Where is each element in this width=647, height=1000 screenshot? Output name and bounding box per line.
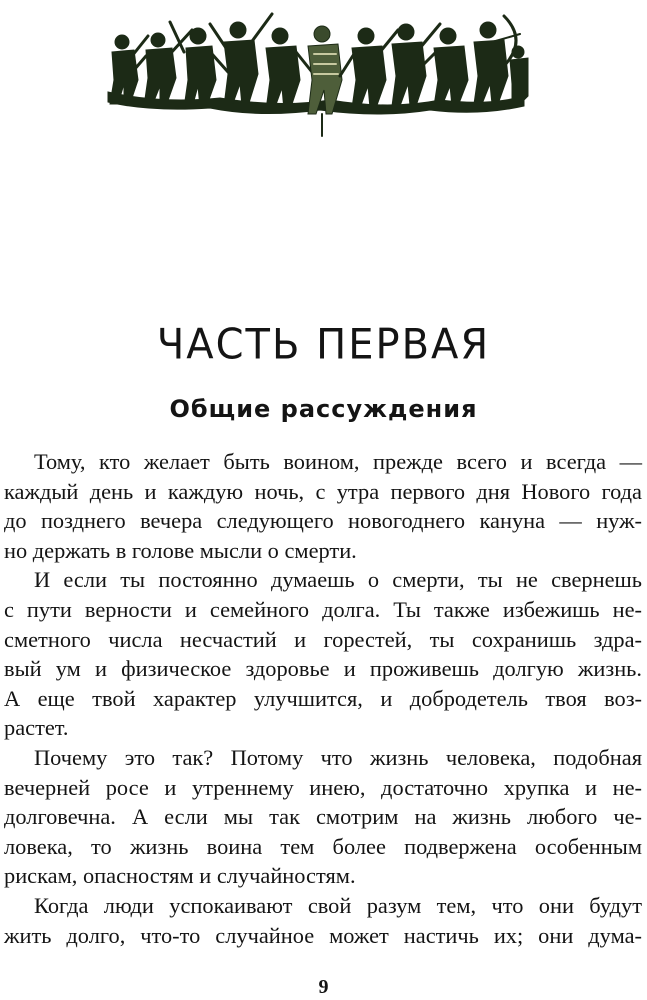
text-line: долговечна. А если мы так смотрим на жизнь любого че- bbox=[4, 804, 642, 830]
section-title: Общие рассуждения bbox=[169, 395, 478, 423]
text-line: вечерней росе и утреннему инею, достаточно хрупка и не- bbox=[4, 774, 642, 800]
text-line: до позднего вечера следующего новогоднего кануна — нуж- bbox=[4, 508, 642, 534]
body-text bbox=[4, 447, 642, 950]
text-line: но держать в голове мысли о смерти. bbox=[4, 537, 357, 563]
chapter-title: ЧАСТЬ ПЕРВАЯ bbox=[156, 320, 491, 370]
text-line: жить долго, что-то случайное может настичь их; они дума- bbox=[4, 922, 642, 948]
text-line: каждый день и каждую ночь, с утра первого дня Нового года bbox=[4, 478, 642, 504]
text-line: Почему это так? Потому что жизнь человека, подобная bbox=[34, 744, 642, 770]
paragraph bbox=[4, 743, 642, 891]
text-line: сметного числа несчастий и горестей, ты сохранишь здра- bbox=[4, 626, 642, 652]
text-line: Тому, кто желает быть воином, прежде всего и всегда — bbox=[34, 449, 642, 474]
paragraph bbox=[4, 891, 642, 950]
paragraph bbox=[4, 565, 642, 743]
page-number: 9 bbox=[318, 976, 329, 998]
text-line: с пути верности и семейного долга. Ты также избежишь не- bbox=[4, 596, 642, 622]
text-line: И если ты постоянно думаешь о смерти, ты не свернешь bbox=[34, 567, 642, 593]
paragraph bbox=[4, 447, 642, 565]
text-line: растет. bbox=[4, 715, 69, 741]
text-line: рискам, опасностям и случайностям. bbox=[4, 863, 356, 889]
samurai-warriors-illustration bbox=[100, 0, 530, 140]
text-line: А еще твой характер улучшится, и добродетель твоя воз- bbox=[4, 685, 642, 711]
text-line: вый ум и физическое здоровье и проживешь долгую жизнь. bbox=[4, 656, 642, 682]
text-line: Когда люди успокаивают свой разум тем, что они будут bbox=[34, 892, 642, 918]
text-line: ловека, то жизнь воина тем более подвержена особенным bbox=[4, 833, 642, 859]
